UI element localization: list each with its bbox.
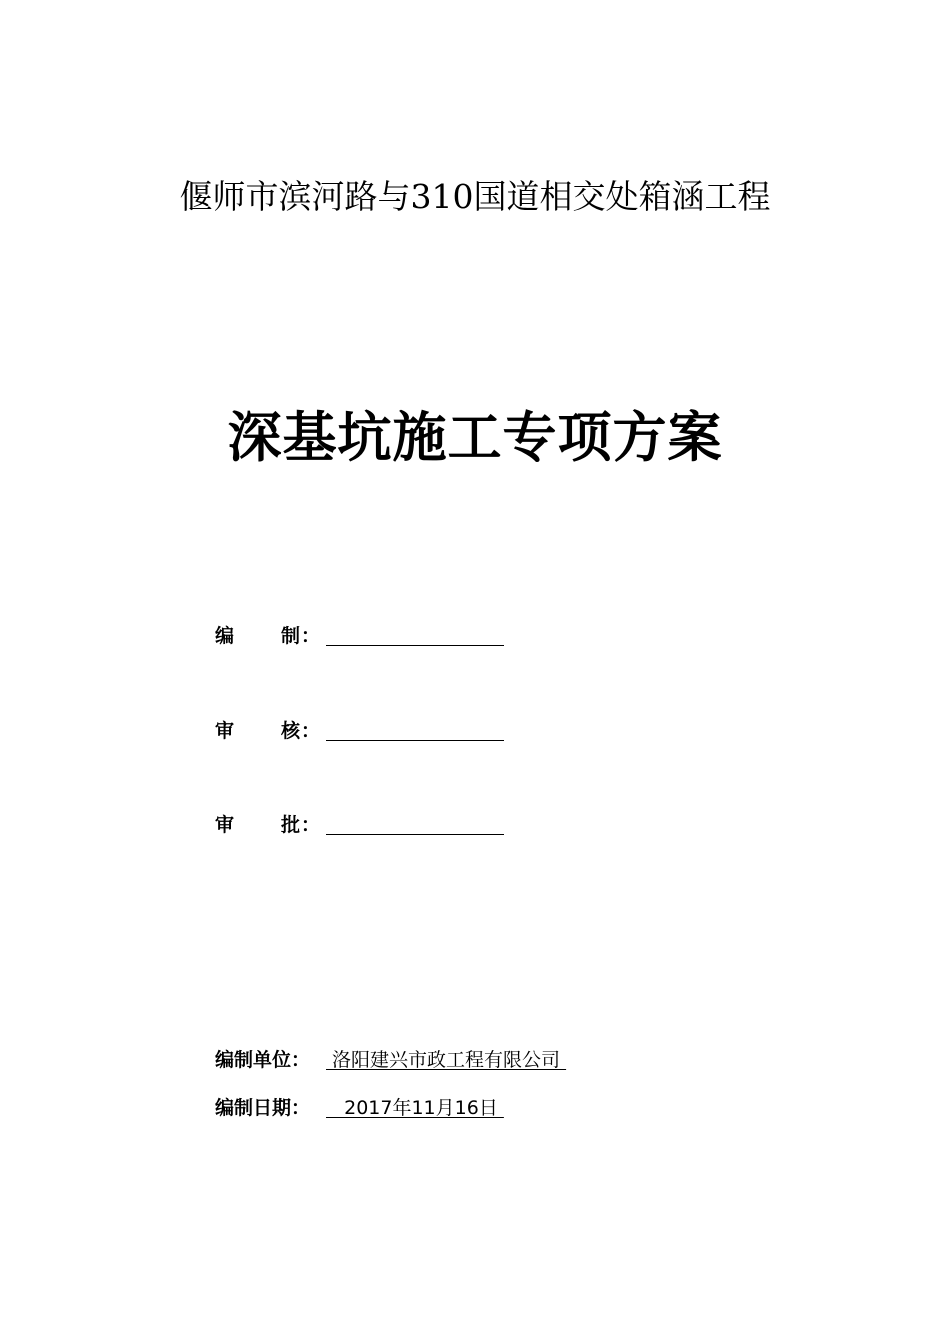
main-title: 深基坑施工专项方案 [227,406,723,469]
compiling-date-value: 2017年11月16日 [326,1097,504,1119]
compiled-by-signature-line [326,645,504,646]
approved-by-colon: ： [301,814,321,836]
compiling-date-label: 编制日期： [215,1097,311,1119]
reviewed-by-label-char2: 核 [281,720,301,742]
compiled-by-colon: ： [301,625,321,647]
reviewed-by-colon: ： [301,720,321,742]
compiling-unit-value: 洛阳建兴市政工程有限公司 [326,1049,567,1071]
compiled-by-label-char1: 编 [215,625,235,647]
reviewed-by-label-char1: 审 [215,720,235,742]
approved-by-label-char2: 批 [281,814,301,836]
reviewed-by-signature-line [326,740,504,741]
approved-by-label-char1: 审 [215,814,235,836]
compiling-unit-label: 编制单位： [215,1049,311,1071]
compiled-by-label-char2: 制 [281,625,301,647]
project-title: 偃师市滨河路与310国道相交处箱涵工程 [179,177,771,216]
approved-by-signature-line [326,834,504,835]
